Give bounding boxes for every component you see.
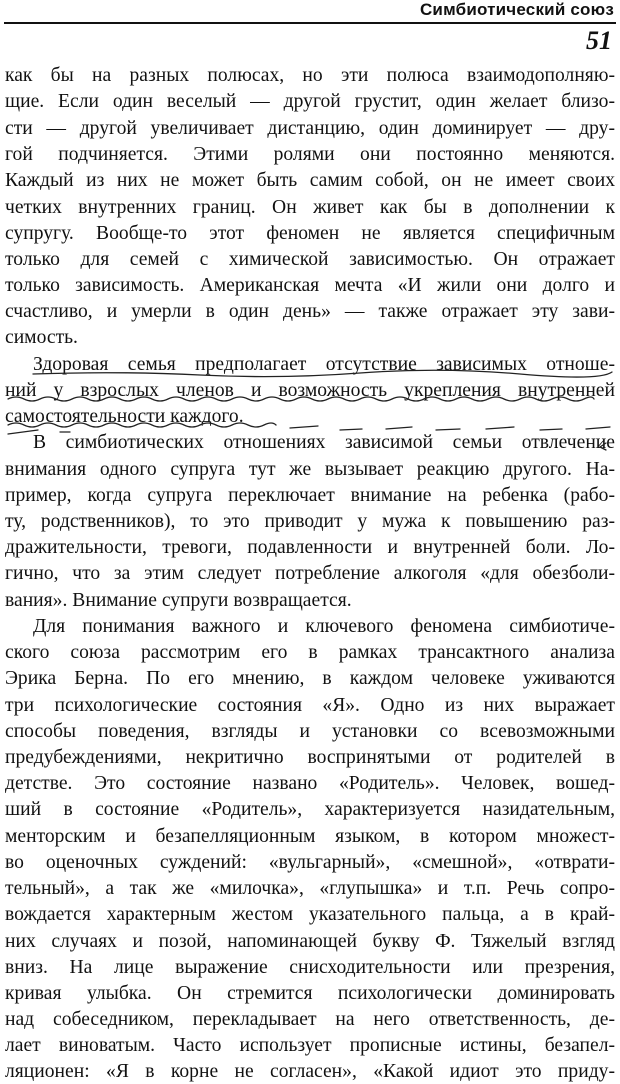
text-line: них случаях и позой, напоминающей букву Ф. Тяжелый взгляд xyxy=(5,931,615,952)
text-line: предубеждениями, некритично воспринятыми от родителей в xyxy=(5,747,615,768)
page-number: 51 xyxy=(586,26,612,55)
text-line: ту, родственников), то это приводит у мужа к повышению раз- xyxy=(5,511,615,532)
text-line: только зависимость. Американская мечта «И жили они долго и xyxy=(5,275,615,296)
text-line: ского союза рассмотрим его в рамках трансактного анализа xyxy=(5,642,615,663)
text-line: над собеседником, перекладывает на него ответственность, де- xyxy=(5,1009,615,1030)
text-line: детстве. Это состояние названо «Родитель». Человек, вошед- xyxy=(5,773,615,794)
text-line: счастливо, и умерли в один день» — также отражает эту зави- xyxy=(5,301,615,322)
text-line: Эрика Берна. По его мнению, в каждом человеке уживаются xyxy=(5,668,615,689)
text-line: гично, что за этим следует потребление алкоголя «для обезболи- xyxy=(5,563,615,584)
text-line: Каждый из них не может быть самим собой, он не имеет своих xyxy=(5,170,615,191)
text-line: только для семей с химической зависимостью. Он отражает xyxy=(5,249,615,270)
underlined-line: самостоятельности каждого. xyxy=(5,406,244,427)
text-line: щие. Если один веселый — другой грустит, один желает близо- xyxy=(5,91,615,112)
text-line: сти — другой увеличивает дистанцию, один доминирует — дру- xyxy=(5,118,615,139)
text-line: способы поведения, взгляды и установки со всевозможными xyxy=(5,721,615,742)
text-line: кривая улыбка. Он стремится психологически доминировать xyxy=(5,983,615,1004)
underlined-line: Здоровая семья предполагает отсутствие зависимых отноше- xyxy=(33,354,615,375)
text-line: внимания одного супруга тут же вызывает реакцию другого. На- xyxy=(5,459,615,480)
text-line: супругу. Вообще-то этот феномен не является специфичным xyxy=(5,223,615,244)
running-title: Симбиотический союз xyxy=(419,0,614,19)
text-line: гой подчиняется. Этими ролями они постоянно меняются. xyxy=(5,144,615,165)
underlined-line: ний у взрослых членов и возможность укрепления внутренней xyxy=(5,380,615,401)
text-line: лает виноватым. Часто использует прописные истины, безапел- xyxy=(5,1035,615,1056)
text-line: В симбиотических отношениях зависимой семьи отвлечение xyxy=(33,432,615,453)
header-rule xyxy=(4,22,616,24)
text-line: симость. xyxy=(5,327,78,348)
text-line: Для понимания важного и ключевого феномена симбиотиче- xyxy=(33,616,615,637)
text-line: как бы на разных полюсах, но эти полюса взаимодополняю- xyxy=(5,65,615,86)
text-line: ший в состояние «Родитель», характеризуется назидательным, xyxy=(5,799,615,820)
text-line: вождается характерным жестом указательного пальца, а в край- xyxy=(5,904,615,925)
text-line: ляционен: «Я в корне не согласен», «Какой идиот это приду- xyxy=(5,1061,615,1082)
text-line: вания». Внимание супруги возвращается. xyxy=(5,590,352,611)
text-line: дражительности, тревоги, подавленности и внутренней боли. Ло- xyxy=(5,537,615,558)
text-line: пример, когда супруга переключает внимание на ребенка (рабо- xyxy=(5,485,615,506)
text-line: четких внутренних границ. Он живет как бы в дополнении к xyxy=(5,197,615,218)
text-line: три психологические состояния «Я». Одно из них выражает xyxy=(5,695,615,716)
text-line: во оценочных суждений: «вульгарный», «смешной», «отврати- xyxy=(5,852,615,873)
text-line: менторским и безапелляционным языком, в котором множест- xyxy=(5,826,615,847)
text-line: вниз. На лице выражение снисходительности или презрения, xyxy=(5,957,615,978)
text-line: тельный», а так же «милочка», «глупышка» и т.п. Речь сопро- xyxy=(5,878,615,899)
